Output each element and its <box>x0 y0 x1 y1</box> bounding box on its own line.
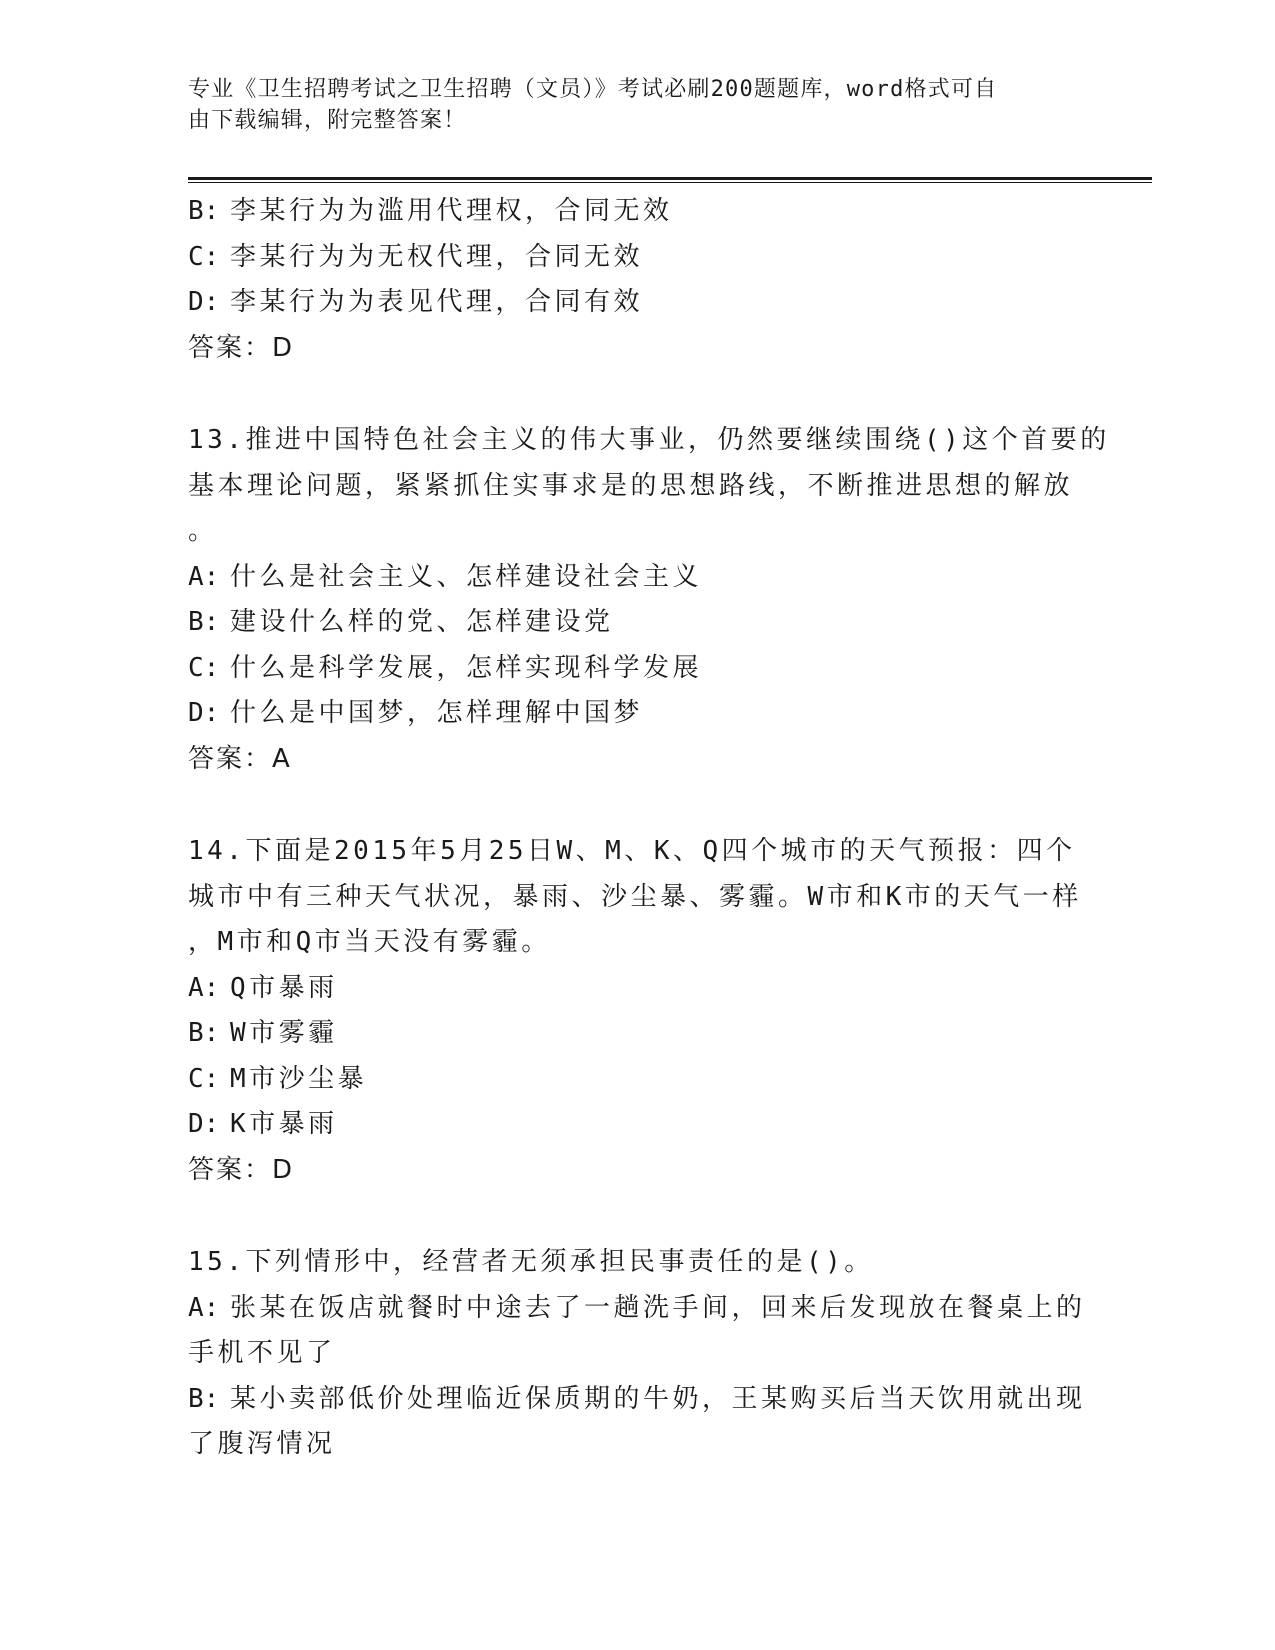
option-text-continuation: 了腹泻情况 <box>188 1429 336 1459</box>
question-12-tail <box>188 189 1078 371</box>
option-a <box>188 966 1078 1012</box>
question-spacer <box>188 1193 1078 1240</box>
option-tag: D: <box>188 287 220 317</box>
question-15 <box>188 1240 1086 1468</box>
answer-line: 答案：D <box>188 1154 295 1185</box>
option-text: W市雾霾 <box>230 1018 338 1048</box>
question-stem-line: 15.下列情形中，经营者无须承担民事责任的是()。 <box>188 1247 874 1277</box>
option-text: 什么是社会主义、怎样建设社会主义 <box>230 561 703 592</box>
question-stem-line: 14.下面是2015年5月25日W、M、K、Q四个城市的天气预报：四个 <box>188 836 1076 866</box>
option-b <box>188 1377 1086 1423</box>
question-13 <box>188 418 1110 782</box>
question-stem-line: 城市中有三种天气状况，暴雨、沙尘暴、雾霾。W市和K市的天气一样 <box>188 881 1082 912</box>
option-text: 李某行为为滥用代理权，合同无效 <box>230 196 673 226</box>
header-title-line-1: 专业《卫生招聘考试之卫生招聘（文员）》考试必刷200题题库，word格式可自 <box>188 77 998 102</box>
option-d <box>188 691 1078 737</box>
option-c <box>188 646 1078 692</box>
question-spacer <box>188 782 1078 829</box>
answer-line: 答案：D <box>188 332 295 363</box>
option-tag: C: <box>188 241 220 272</box>
option-text: Q市暴雨 <box>230 972 338 1003</box>
option-a <box>188 1286 1086 1332</box>
option-tag: A: <box>188 1292 220 1323</box>
option-text: 张某在饭店就餐时中途去了一趟洗手间，回来后发现放在餐桌上的 <box>230 1292 1086 1323</box>
question-stem-line: 。 <box>188 516 218 546</box>
option-tag: B: <box>188 196 220 226</box>
option-b <box>188 1011 1078 1057</box>
option-tag: A: <box>188 561 220 592</box>
option-text: K市暴雨 <box>230 1109 338 1139</box>
option-a <box>188 555 1078 601</box>
option-d <box>188 280 1078 326</box>
document-header <box>188 74 1078 136</box>
option-tag: B: <box>188 1383 220 1414</box>
option-b <box>188 189 1078 235</box>
option-text: 李某行为为无权代理，合同无效 <box>230 241 644 272</box>
option-text: 某小卖部低价处理临近保质期的牛奶，王某购买后当天饮用就出现 <box>230 1383 1086 1414</box>
option-text: M市沙尘暴 <box>230 1063 368 1094</box>
header-divider-thin <box>188 182 1152 183</box>
option-tag: B: <box>188 1018 220 1048</box>
option-text: 建设什么样的党、怎样建设党 <box>230 607 614 637</box>
option-c <box>188 235 1078 281</box>
question-14 <box>188 829 1082 1193</box>
header-title-line-2: 由下载编辑，附完整答案！ <box>188 108 467 133</box>
option-tag: C: <box>188 652 220 683</box>
option-tag: A: <box>188 972 220 1003</box>
option-d <box>188 1102 1078 1148</box>
question-stem-line: 13.推进中国特色社会主义的伟大事业，仍然要继续围绕()这个首要的 <box>188 425 1110 455</box>
option-text: 什么是中国梦，怎样理解中国梦 <box>230 698 644 728</box>
option-text-continuation: 手机不见了 <box>188 1338 336 1368</box>
option-tag: D: <box>188 698 220 728</box>
option-tag: D: <box>188 1109 220 1139</box>
option-text: 李某行为为表见代理，合同有效 <box>230 287 644 317</box>
option-b <box>188 600 1078 646</box>
option-text: 什么是科学发展，怎样实现科学发展 <box>230 652 703 683</box>
question-list <box>188 189 1110 1468</box>
question-spacer <box>188 371 1078 418</box>
answer-line: 答案：A <box>188 743 292 774</box>
option-tag: B: <box>188 607 220 637</box>
question-stem-line: 基本理论问题，紧紧抓住实事求是的思想路线，不断推进思想的解放 <box>188 470 1074 501</box>
question-stem-line: ，M市和Q市当天没有雾霾。 <box>188 927 551 957</box>
option-c <box>188 1057 1078 1103</box>
option-tag: C: <box>188 1063 220 1094</box>
header-divider-thick <box>188 177 1152 180</box>
